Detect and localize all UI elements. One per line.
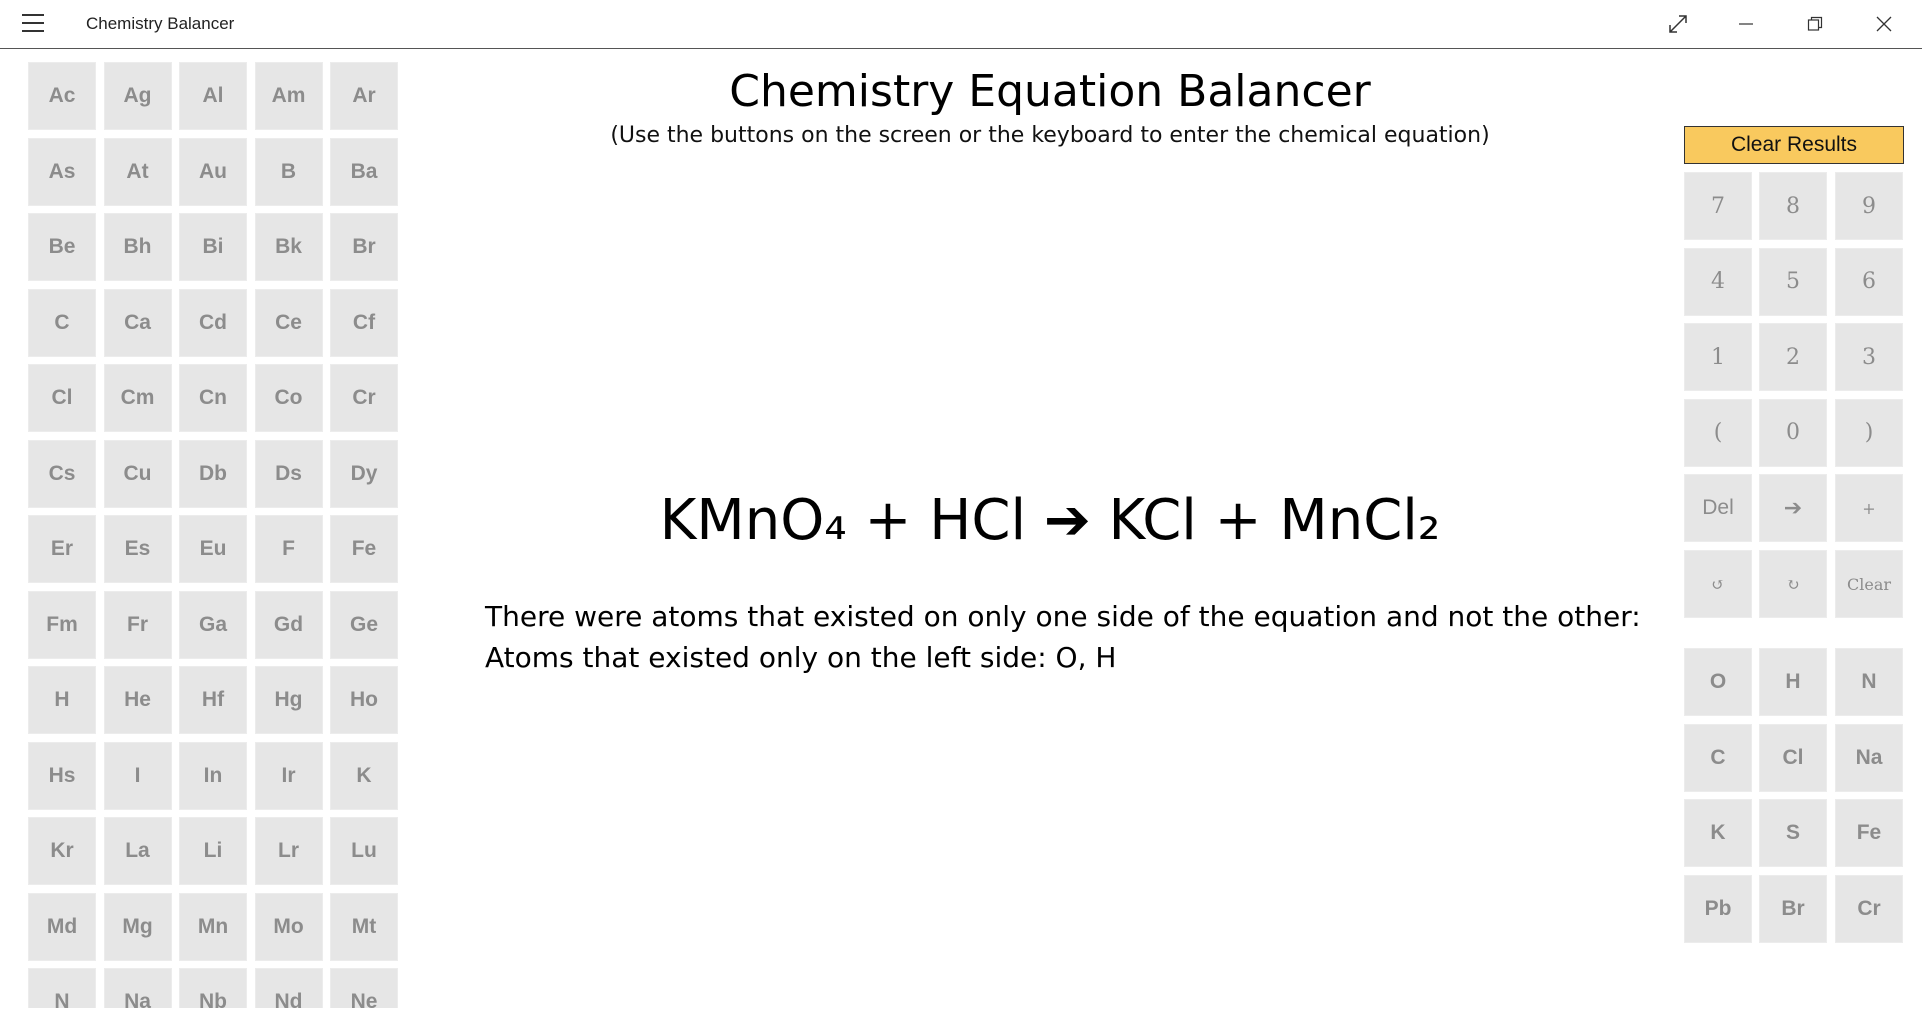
element-button-fm[interactable]: Fm [28, 591, 96, 659]
element-button-es[interactable]: Es [104, 515, 172, 583]
equation-display: KMnO₄ + HCl ➔ KCl + MnCl₂ [659, 488, 1441, 553]
element-button-ho[interactable]: Ho [330, 666, 398, 734]
key-nine-button[interactable]: 9 [1835, 172, 1903, 240]
key-undo-button[interactable]: ↺ [1684, 550, 1752, 618]
element-button-ar[interactable]: Ar [330, 62, 398, 130]
close-icon[interactable] [1850, 0, 1918, 48]
element-button-au[interactable]: Au [179, 138, 247, 206]
element-button-ir[interactable]: Ir [255, 742, 323, 810]
common-element-pb-button[interactable]: Pb [1684, 875, 1752, 943]
common-element-h-button[interactable]: H [1759, 648, 1827, 716]
element-button-h[interactable]: H [28, 666, 96, 734]
element-button-ce[interactable]: Ce [255, 289, 323, 357]
element-button-c[interactable]: C [28, 289, 96, 357]
element-button-eu[interactable]: Eu [179, 515, 247, 583]
element-button-mo[interactable]: Mo [255, 893, 323, 961]
key-clear-button[interactable]: Clear [1835, 550, 1903, 618]
result-line-2: Atoms that existed only on the left side: O, H [485, 641, 1117, 674]
element-button-as[interactable]: As [28, 138, 96, 206]
element-button-nb[interactable]: Nb [179, 968, 247, 1008]
element-button-b[interactable]: B [255, 138, 323, 206]
app-title: Chemistry Balancer [86, 14, 235, 33]
common-element-n-button[interactable]: N [1835, 648, 1903, 716]
minimize-icon[interactable] [1712, 0, 1780, 48]
key-eight-button[interactable]: 8 [1759, 172, 1827, 240]
key-five-button[interactable]: 5 [1759, 248, 1827, 316]
key-zero-button[interactable]: 0 [1759, 399, 1827, 467]
common-element-cr-button[interactable]: Cr [1835, 875, 1903, 943]
common-element-k-button[interactable]: K [1684, 799, 1752, 867]
element-button-n[interactable]: N [28, 968, 96, 1008]
key-open-paren-button[interactable]: ( [1684, 399, 1752, 467]
key-one-button[interactable]: 1 [1684, 323, 1752, 391]
element-button-al[interactable]: Al [179, 62, 247, 130]
element-button-la[interactable]: La [104, 817, 172, 885]
element-button-hs[interactable]: Hs [28, 742, 96, 810]
element-button-lr[interactable]: Lr [255, 817, 323, 885]
element-button-li[interactable]: Li [179, 817, 247, 885]
element-button-k[interactable]: K [330, 742, 398, 810]
element-button-hf[interactable]: Hf [179, 666, 247, 734]
element-button-gd[interactable]: Gd [255, 591, 323, 659]
element-button-bk[interactable]: Bk [255, 213, 323, 281]
key-three-button[interactable]: 3 [1835, 323, 1903, 391]
common-element-c-button[interactable]: C [1684, 724, 1752, 792]
element-button-cf[interactable]: Cf [330, 289, 398, 357]
element-button-ds[interactable]: Ds [255, 440, 323, 508]
common-element-s-button[interactable]: S [1759, 799, 1827, 867]
element-button-f[interactable]: F [255, 515, 323, 583]
element-button-cs[interactable]: Cs [28, 440, 96, 508]
key-redo-button[interactable]: ↻ [1759, 550, 1827, 618]
element-button-na[interactable]: Na [104, 968, 172, 1008]
clear-results-button[interactable]: Clear Results [1684, 126, 1904, 164]
element-button-ne[interactable]: Ne [330, 968, 398, 1008]
element-button-at[interactable]: At [104, 138, 172, 206]
element-button-ag[interactable]: Ag [104, 62, 172, 130]
element-button-fr[interactable]: Fr [104, 591, 172, 659]
element-button-hg[interactable]: Hg [255, 666, 323, 734]
element-button-cd[interactable]: Cd [179, 289, 247, 357]
common-element-br-button[interactable]: Br [1759, 875, 1827, 943]
title-divider [0, 48, 1922, 49]
key-two-button[interactable]: 2 [1759, 323, 1827, 391]
element-button-cl[interactable]: Cl [28, 364, 96, 432]
element-button-mg[interactable]: Mg [104, 893, 172, 961]
element-button-nd[interactable]: Nd [255, 968, 323, 1008]
common-element-cl-button[interactable]: Cl [1759, 724, 1827, 792]
instructions-text: (Use the buttons on the screen or the keyboard to enter the chemical equation) [610, 123, 1490, 148]
common-element-fe-button[interactable]: Fe [1835, 799, 1903, 867]
element-button-cr[interactable]: Cr [330, 364, 398, 432]
page-title: Chemistry Equation Balancer [729, 66, 1371, 117]
element-button-co[interactable]: Co [255, 364, 323, 432]
result-text [485, 596, 1641, 678]
key-four-button[interactable]: 4 [1684, 248, 1752, 316]
element-button-dy[interactable]: Dy [330, 440, 398, 508]
element-button-ga[interactable]: Ga [179, 591, 247, 659]
element-button-cu[interactable]: Cu [104, 440, 172, 508]
key-delete-button[interactable]: Del [1684, 474, 1752, 542]
common-element-o-button[interactable]: O [1684, 648, 1752, 716]
element-button-ge[interactable]: Ge [330, 591, 398, 659]
key-plus-button[interactable]: + [1835, 474, 1903, 542]
hamburger-menu-icon[interactable] [22, 14, 44, 32]
element-button-bi[interactable]: Bi [179, 213, 247, 281]
element-button-be[interactable]: Be [28, 213, 96, 281]
element-button-db[interactable]: Db [179, 440, 247, 508]
element-button-ba[interactable]: Ba [330, 138, 398, 206]
result-line-1: There were atoms that existed on only one side of the equation and not the other: [485, 600, 1641, 633]
key-close-paren-button[interactable]: ) [1835, 399, 1903, 467]
element-button-i[interactable]: I [104, 742, 172, 810]
element-button-he[interactable]: He [104, 666, 172, 734]
element-button-in[interactable]: In [179, 742, 247, 810]
key-arrow-button[interactable]: ➔ [1759, 474, 1827, 542]
element-grid [28, 62, 408, 1008]
key-six-button[interactable]: 6 [1835, 248, 1903, 316]
element-button-er[interactable]: Er [28, 515, 96, 583]
element-button-ac[interactable]: Ac [28, 62, 96, 130]
element-button-br[interactable]: Br [330, 213, 398, 281]
element-button-lu[interactable]: Lu [330, 817, 398, 885]
element-button-fe[interactable]: Fe [330, 515, 398, 583]
element-button-cm[interactable]: Cm [104, 364, 172, 432]
element-button-am[interactable]: Am [255, 62, 323, 130]
element-button-mn[interactable]: Mn [179, 893, 247, 961]
element-button-bh[interactable]: Bh [104, 213, 172, 281]
expand-icon[interactable] [1644, 0, 1712, 48]
common-element-na-button[interactable]: Na [1835, 724, 1903, 792]
element-button-mt[interactable]: Mt [330, 893, 398, 961]
element-button-md[interactable]: Md [28, 893, 96, 961]
title-bar [0, 0, 1922, 48]
element-button-kr[interactable]: Kr [28, 817, 96, 885]
element-button-ca[interactable]: Ca [104, 289, 172, 357]
element-button-cn[interactable]: Cn [179, 364, 247, 432]
key-seven-button[interactable]: 7 [1684, 172, 1752, 240]
restore-icon[interactable] [1781, 0, 1849, 48]
